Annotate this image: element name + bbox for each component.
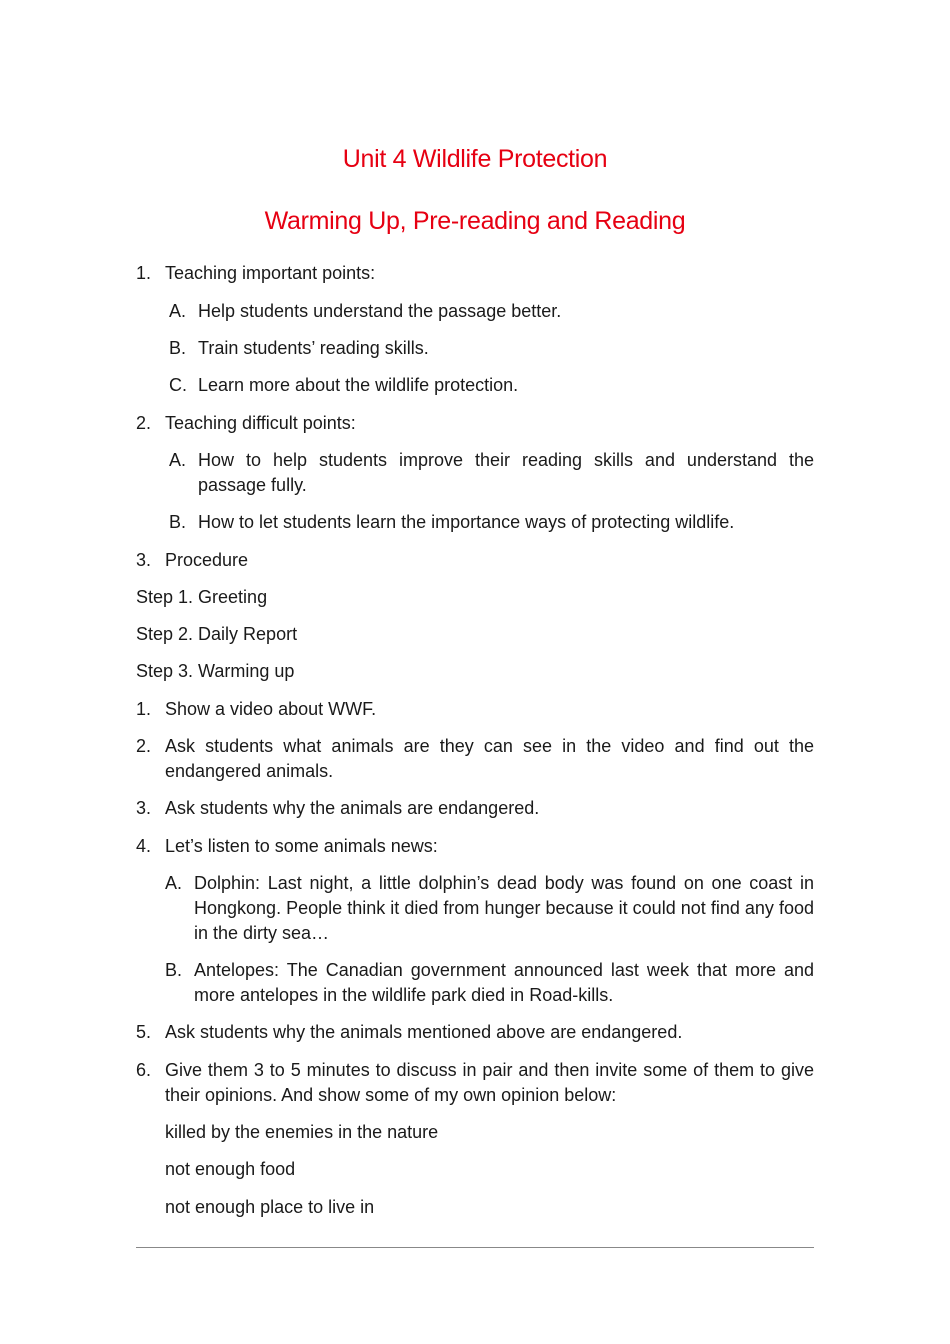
list-number: 6.	[136, 1060, 152, 1080]
section-label: Procedure	[165, 550, 249, 570]
list-letter: B.	[169, 512, 187, 532]
list-number: 3.	[136, 798, 152, 818]
opinion-line: killed by the enemies in the nature	[165, 1122, 439, 1142]
list-item: Help students understand the passage better.	[198, 301, 562, 321]
list-letter: A.	[169, 301, 187, 321]
list-item: Give them 3 to 5 minutes to discuss in pair and then invite some of them to give their opinions. And show some of my own opinion below:	[165, 1060, 814, 1105]
list-number: 2.	[136, 736, 152, 756]
list-item: Let’s listen to some animals news:	[165, 836, 438, 856]
list-letter: B.	[165, 960, 183, 980]
list-letter: B.	[169, 338, 187, 358]
list-number: 1.	[136, 699, 152, 719]
section-label: Teaching difficult points:	[165, 413, 356, 433]
page-subtitle: Warming Up, Pre-reading and Reading	[264, 207, 686, 235]
page-title: Unit 4 Wildlife Protection	[342, 145, 608, 173]
list-item: How to help students improve their reading skills and understand the passage fully.	[198, 450, 814, 495]
list-item: Dolphin: Last night, a little dolphin’s dead body was found on one coast in Hongkong. People think it died from hunger because it could not find any food in the dirty sea…	[194, 873, 814, 943]
list-item: How to let students learn the importance ways of protecting wildlife.	[198, 512, 735, 532]
step-heading: Step 1. Greeting	[136, 587, 268, 607]
list-item: Show a video about WWF.	[165, 699, 377, 719]
list-item: Learn more about the wildlife protection.	[198, 375, 519, 395]
list-letter: A.	[169, 450, 187, 470]
section-label: Teaching important points:	[165, 263, 376, 283]
list-number: 1.	[136, 263, 152, 283]
list-number: 2.	[136, 413, 152, 433]
list-number: 5.	[136, 1022, 152, 1042]
step-heading: Step 2. Daily Report	[136, 624, 298, 644]
list-item: Train students’ reading skills.	[198, 338, 429, 358]
opinion-line: not enough place to live in	[165, 1197, 375, 1217]
list-letter: A.	[165, 873, 183, 893]
opinion-line: not enough food	[165, 1159, 296, 1179]
list-number: 4.	[136, 836, 152, 856]
list-item: Ask students what animals are they can see in the video and find out the endangered animals.	[165, 736, 814, 781]
footer-divider	[136, 1247, 814, 1248]
list-letter: C.	[169, 375, 187, 395]
list-item: Antelopes: The Canadian government announced last week that more and more antelopes in the wildlife park died in Road-kills.	[194, 960, 814, 1005]
step-heading: Step 3. Warming up	[136, 661, 295, 681]
list-number: 3.	[136, 550, 152, 570]
list-item: Ask students why the animals mentioned above are endangered.	[165, 1022, 683, 1042]
list-item: Ask students why the animals are endangered.	[165, 798, 540, 818]
